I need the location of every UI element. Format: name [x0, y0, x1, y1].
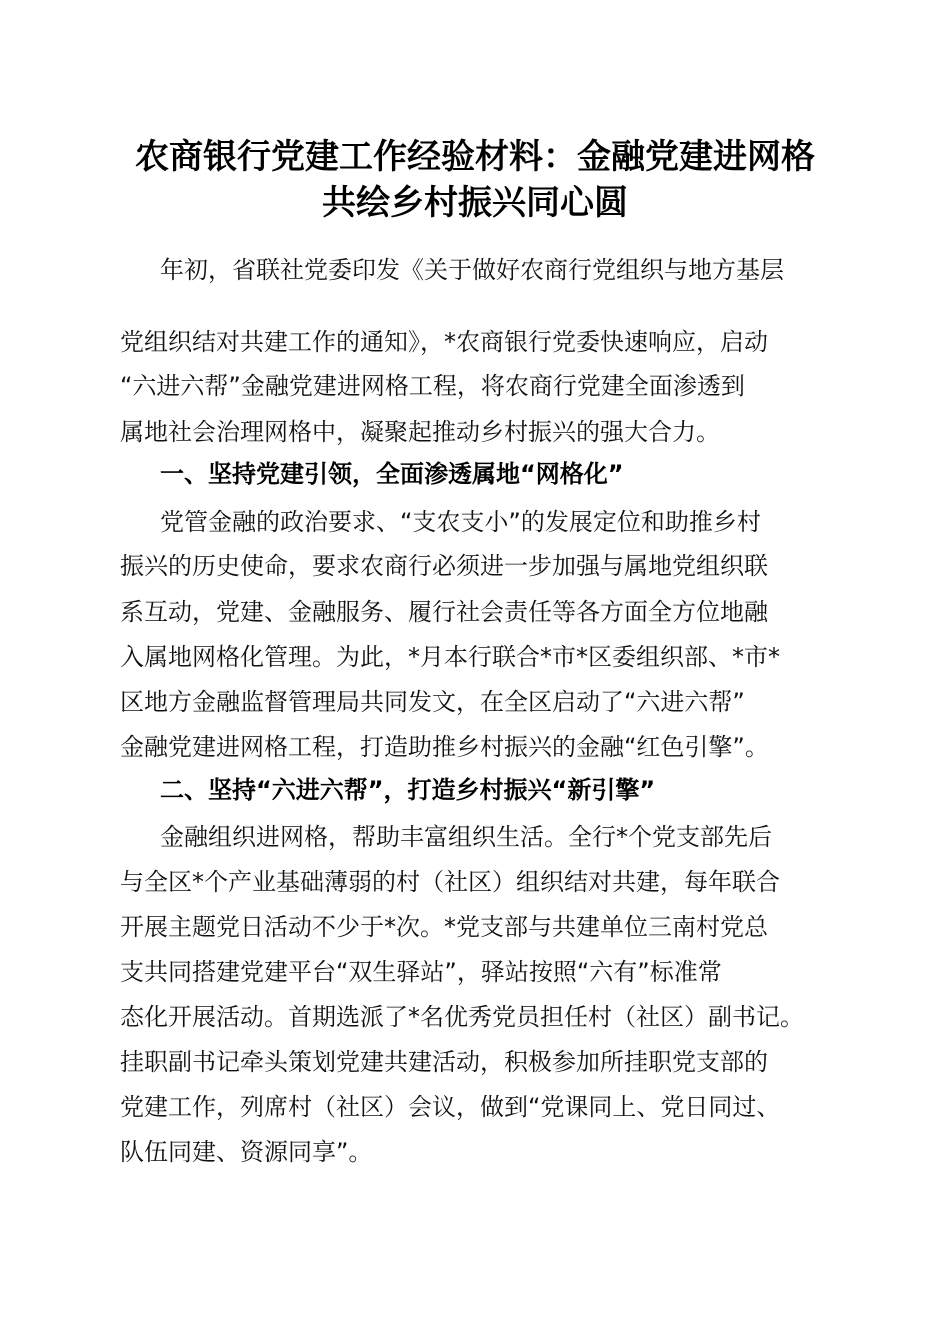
paragraph-2-line-3: 系互动，党建、金融服务、履行社会责任等各方面全方位地融: [120, 598, 768, 626]
paragraph-1-line-4: 属地社会治理网格中，凝聚起推动乡村振兴的强大合力。: [120, 418, 720, 446]
paragraph-3-line-7: 党建工作，列席村（社区）会议，做到“党课同上、党日同过、: [120, 1093, 781, 1121]
paragraph-3-line-1: 金融组织进网格，帮助丰富组织生活。全行*个党支部先后: [160, 823, 772, 851]
paragraph-3-line-8: 队伍同建、资源同享”。: [120, 1138, 373, 1166]
paragraph-3-line-3: 开展主题党日活动不少于*次。*党支部与共建单位三南村党总: [120, 913, 768, 941]
document-title-line-1: 农商银行党建工作经验材料：金融党建进网格: [135, 137, 815, 177]
paragraph-3-line-6: 挂职副书记牵头策划党建共建活动，积极参加所挂职党支部的: [120, 1048, 768, 1076]
paragraph-3-line-4: 支共同搭建党建平台“双生驿站”，驿站按照“六有”标准常: [120, 958, 722, 986]
paragraph-2-line-1: 党管金融的政治要求、“支农支小”的发展定位和助推乡村: [160, 508, 761, 536]
paragraph-2-line-2: 振兴的历史使命，要求农商行必须进一步加强与属地党组织联: [120, 552, 768, 580]
section-heading-1: 一、坚持党建引领，全面渗透属地“网格化”: [160, 460, 624, 488]
section-heading-2: 二、坚持“六进六帮”，打造乡村振兴“新引擎”: [160, 776, 656, 804]
paragraph-1-line-3: “六进六帮”金融党建进网格工程，将农商行党建全面渗透到: [120, 372, 745, 400]
paragraph-3-line-2: 与全区*个产业基础薄弱的村（社区）组织结对共建，每年联合: [120, 868, 780, 896]
paragraph-2-line-5: 区地方金融监督管理局共同发文，在全区启动了“六进六帮”: [120, 688, 745, 716]
paragraph-2-line-4: 入属地网格化管理。为此，*月本行联合*市*区委组织部、*市*: [120, 643, 780, 671]
paragraph-1-line-2: 党组织结对共建工作的通知》，*农商银行党委快速响应，启动: [120, 328, 768, 356]
paragraph-1-line-1: 年初，省联社党委印发《关于做好农商行党组织与地方基层: [160, 256, 784, 284]
paragraph-2-line-6: 金融党建进网格工程，打造助推乡村振兴的金融“红色引擎”。: [120, 733, 769, 761]
document-title-line-2: 共绘乡村振兴同心圆: [322, 183, 628, 223]
paragraph-3-line-5: 态化开展活动。首期选派了*名优秀党员担任村（社区）副书记。: [120, 1003, 804, 1031]
